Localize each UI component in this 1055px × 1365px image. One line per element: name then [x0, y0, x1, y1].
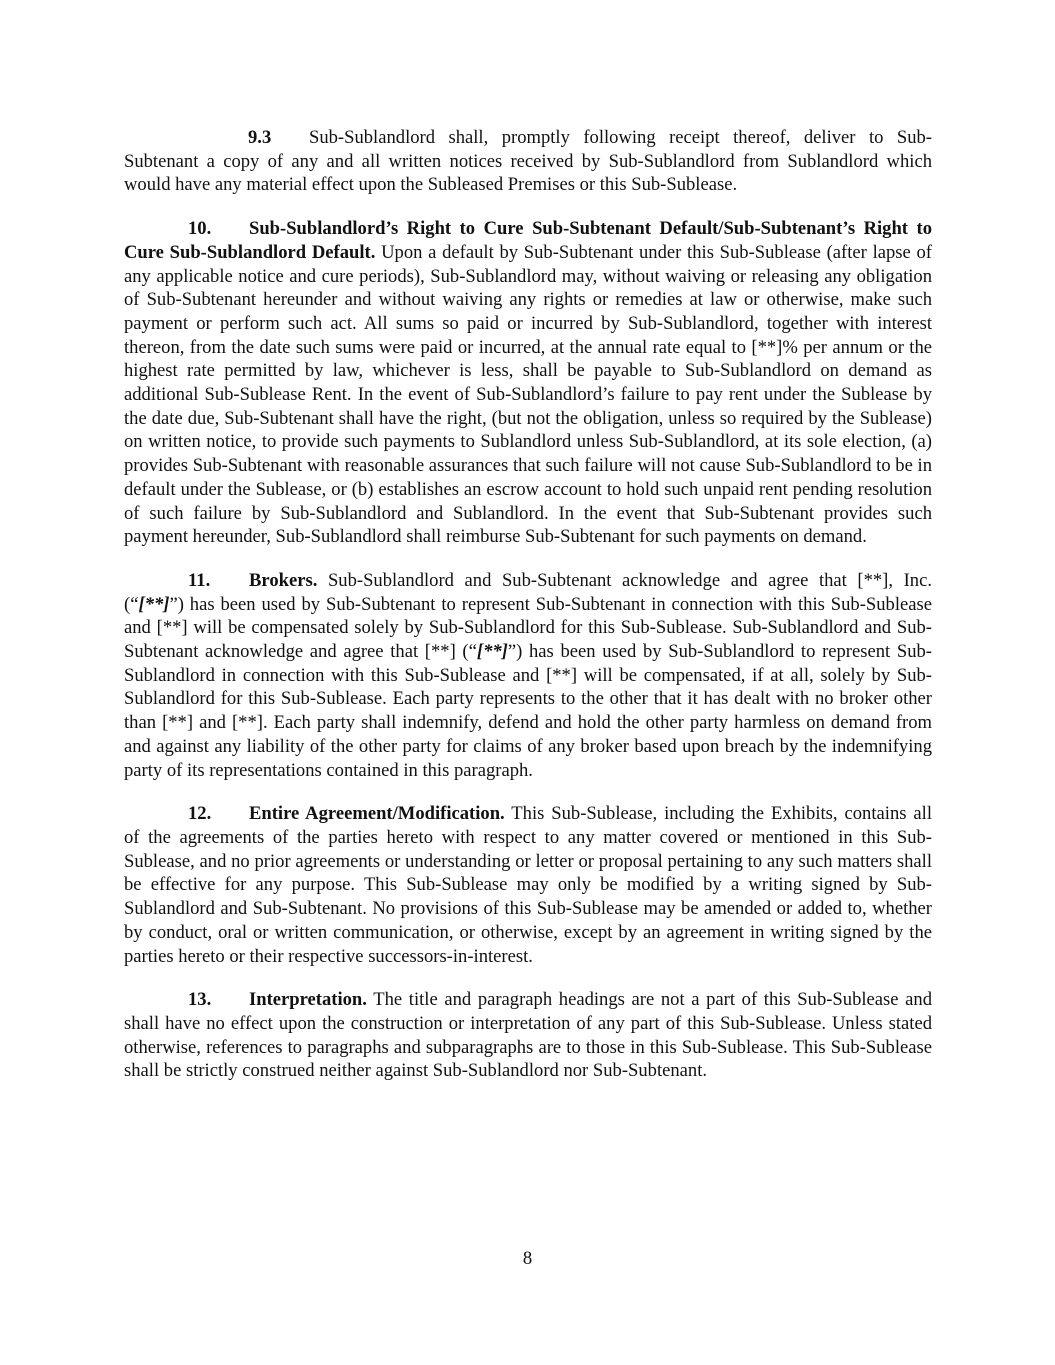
section-body: Sub-Sublandlord shall, promptly following receipt thereof, deliver to Sub-Subtenant a copy of any and all written notices received by Sub-Sublandlord from Sublandlord which would have any material effect upon the Subleased Premises or this Sub-Sublease. [124, 127, 932, 196]
section-body: This Sub-Sublease, including the Exhibits, contains all of the agreements of the parties hereto with respect to any matter covered or mentioned in this Sub-Sublease, and no prior agreements or understanding or letter or proposal pertaining to any such matters shall be effective for any purpose. This Sub-Sublease may only be modified by a writing signed by Sub-Sublandlord and Sub-Subtenant. No provisions of this Sub-Sublease may be amended or added to, whether by conduct, oral or written communication, or otherwise, except by an agreement in writing signed by the parties hereto or their respective successors-in-interest. [124, 803, 933, 967]
section-10 [124, 217, 932, 549]
section-number: 10. [188, 218, 212, 240]
section-body-part: ”) has been used by Sub-Subtenant to represent Sub-Subtenant in connection with this Sub-Sublease and [**] will be compensated solely by Sub-Sublandlord for this Sub-Sublease. Sub-Sublandlord and Sub-Subtenant acknowledge and agree that [**] (“ [124, 593, 932, 663]
page-number: 8 [522, 1248, 533, 1269]
page-body [124, 126, 932, 1103]
section-12 [124, 802, 932, 968]
section-body: Upon a default by Sub-Subtenant under this Sub-Sublease (after lapse of any applicable notice and cure periods), Sub-Sublandlord may, without waiving or releasing any obligation of Sub-Subtenant hereunder and without waiving any rights or remedies at law or otherwise, make such payment or perform such act. All sums so paid or incurred by Sub-Sublandlord, together with interest thereon, from the date such sums were paid or incurred, at the annual rate equal to [**]% per annum or the highest rate permitted by law, whichever is less, shall be payable to Sub-Sublandlord on demand as additional Sub-Sublease Rent. In the event of Sub-Sublandlord’s failure to pay rent under the Sublease by the date due, Sub-Subtenant shall have the right, (but not the obligation, unless so required by the Sublease) on written notice, to provide such payments to Sublandlord unless Sub-Sublandlord, at its sole election, (a) provides Sub-Subtenant with reasonable assurances that such failure will not cause Sub-Sublandlord to be in default under the Sublease, or (b) establishes an escrow account to hold such unpaid rent pending resolution of such failure by Sub-Sublandlord and Sublandlord. In the event that Sub-Subtenant provides such payment hereunder, Sub-Sublandlord shall reimburse Sub-Subtenant for such payments on demand. [124, 241, 932, 548]
section-number: 9.3 [248, 127, 272, 148]
section-heading: Entire Agreement/Modification. [249, 803, 505, 825]
defined-term: [**] [138, 593, 170, 615]
section-9-3 [124, 126, 932, 197]
section-heading: Interpretation. [249, 989, 367, 1011]
defined-term: [**] [476, 641, 508, 663]
section-body-part: ”) has been used by Sub-Sublandlord to represent Sub-Sublandlord in connection with this Sub-Sublease and [**] will be compensated, if at all, solely by Sub-Sublandlord for this Sub-Sublease. Each party represents to the other that it has dealt with no broker other than [**] and [**]. Each party shall indemnify, defend and hold the other party harmless on demand from and against any liability of the other party for claims of any broker based upon breach by the indemnifying party of its representations contained in this paragraph. [124, 641, 932, 781]
section-body-part: Sub-Sublandlord and Sub-Subtenant acknowledge and agree that [**], Inc. (“ [124, 569, 932, 615]
section-13 [124, 988, 932, 1083]
section-11 [124, 569, 932, 782]
section-number: 12. [188, 803, 212, 825]
section-body: The title and paragraph headings are not a part of this Sub-Sublease and shall have no effect upon the construction or interpretation of any part of this Sub-Sublease. Unless stated otherwise, references to paragraphs and subparagraphs are to those in this Sub-Sublease. This Sub-Sublease shall be strictly construed neither against Sub-Sublandlord nor Sub-Subtenant. [124, 989, 933, 1082]
section-number: 13. [188, 989, 212, 1011]
section-heading: Brokers. [249, 569, 318, 591]
section-heading: Sub-Sublandlord’s Right to Cure Sub-Subtenant Default/Sub-Subtenant’s Right to Cure Sub-Sublandlord Default. [124, 218, 932, 263]
section-number: 11. [188, 569, 211, 591]
